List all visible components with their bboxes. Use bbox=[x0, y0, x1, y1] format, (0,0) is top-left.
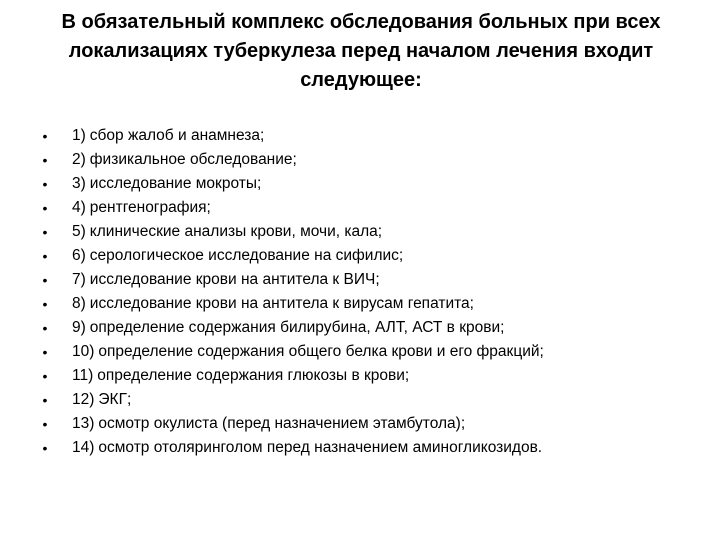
item-number: 13) bbox=[72, 415, 95, 432]
item-number: 8) bbox=[72, 295, 86, 312]
item-text: исследование крови на антитела к ВИЧ; bbox=[89, 271, 380, 288]
item-number: 14) bbox=[72, 439, 95, 456]
item-number: 10) bbox=[72, 343, 95, 360]
title-line-2: локализациях туберкулеза перед началом лечения входит bbox=[68, 40, 654, 62]
list-item bbox=[40, 124, 700, 148]
item-text: серологическое исследование на сифилис; bbox=[89, 247, 404, 264]
list-item bbox=[40, 340, 700, 364]
item-number: 9) bbox=[72, 319, 86, 336]
list-item bbox=[40, 244, 700, 268]
list-item bbox=[40, 292, 700, 316]
item-text: определение содержания билирубина, АЛТ, АСТ в крови; bbox=[89, 319, 505, 336]
item-text: осмотр окулиста (перед назначением этамбутола); bbox=[98, 415, 466, 432]
item-text: физикальное обследование; bbox=[89, 151, 297, 168]
bullet-icon: • bbox=[42, 248, 48, 264]
item-text: сбор жалоб и анамнеза; bbox=[89, 127, 265, 144]
page-title bbox=[36, 8, 686, 95]
list-item bbox=[40, 196, 700, 220]
bullet-icon: • bbox=[42, 344, 48, 360]
bullet-icon: • bbox=[42, 200, 48, 216]
bullet-icon: • bbox=[42, 440, 48, 456]
bullet-icon: • bbox=[42, 176, 48, 192]
item-text: ЭКГ; bbox=[98, 391, 132, 408]
item-text: осмотр отоляринголом перед назначением аминогликозидов. bbox=[98, 439, 543, 456]
list-item bbox=[40, 220, 700, 244]
bullet-icon: • bbox=[42, 296, 48, 312]
list-item bbox=[40, 364, 700, 388]
list-item bbox=[40, 316, 700, 340]
bullet-icon: • bbox=[42, 416, 48, 432]
title-line-3: следующее: bbox=[300, 69, 422, 91]
list-item bbox=[40, 412, 700, 436]
title-line-1: В обязательный комплекс обследования больных при всех bbox=[61, 11, 661, 33]
item-number: 1) bbox=[72, 127, 86, 144]
bullet-icon: • bbox=[42, 368, 48, 384]
item-number: 4) bbox=[72, 199, 86, 216]
item-text: клинические анализы крови, мочи, кала; bbox=[89, 223, 383, 240]
item-number: 7) bbox=[72, 271, 86, 288]
list-item bbox=[40, 436, 700, 460]
bullet-icon: • bbox=[42, 272, 48, 288]
list-item bbox=[40, 172, 700, 196]
item-text: рентгенография; bbox=[89, 199, 211, 216]
item-text: определение содержания общего белка крови и его фракций; bbox=[98, 343, 544, 360]
bullet-icon: • bbox=[42, 392, 48, 408]
list-item bbox=[40, 388, 700, 412]
examination-list bbox=[40, 124, 700, 460]
item-number: 5) bbox=[72, 223, 86, 240]
item-number: 3) bbox=[72, 175, 86, 192]
bullet-icon: • bbox=[42, 152, 48, 168]
item-text: определение содержания глюкозы в крови; bbox=[97, 367, 410, 384]
list-item bbox=[40, 268, 700, 292]
item-text: исследование мокроты; bbox=[89, 175, 262, 192]
item-number: 6) bbox=[72, 247, 86, 264]
bullet-icon: • bbox=[42, 320, 48, 336]
item-number: 12) bbox=[72, 391, 95, 408]
item-text: исследование крови на антитела к вирусам гепатита; bbox=[89, 295, 474, 312]
bullet-icon: • bbox=[42, 224, 48, 240]
bullet-icon: • bbox=[42, 128, 48, 144]
list-item bbox=[40, 148, 700, 172]
item-number: 11) bbox=[72, 367, 94, 384]
item-number: 2) bbox=[72, 151, 86, 168]
